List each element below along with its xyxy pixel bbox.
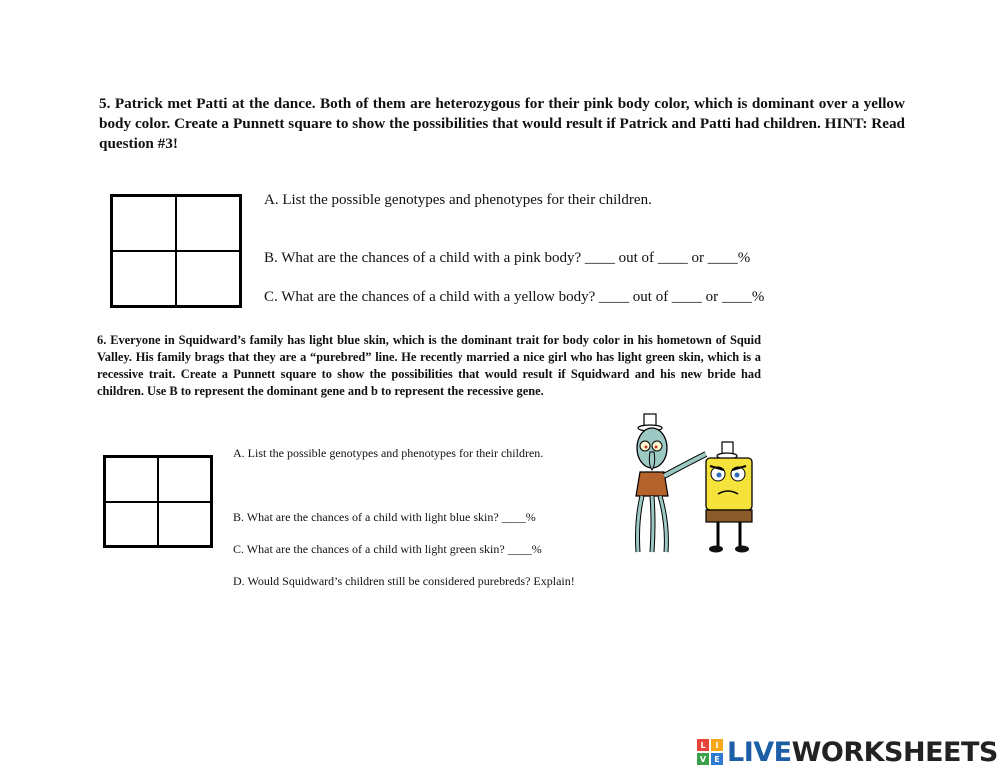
- q6-part-b: B. What are the chances of a child with light blue skin? ____%: [233, 510, 536, 524]
- punnett-cell[interactable]: [158, 458, 210, 502]
- punnett-cell[interactable]: [106, 458, 158, 502]
- logo-wordmark: [727, 737, 998, 768]
- logo-block: E: [711, 753, 723, 765]
- q6-part-d: D. Would Squidward’s children still be considered purebreds? Explain!: [233, 574, 575, 588]
- punnett-cell[interactable]: [106, 502, 158, 546]
- cartoon-illustration: [626, 412, 776, 567]
- liveworksheets-logo[interactable]: [697, 735, 998, 769]
- logo-word-live: LIVE: [727, 736, 792, 768]
- punnett-cell[interactable]: [176, 197, 239, 251]
- logo-blocks-icon: [697, 739, 723, 765]
- logo-block: L: [697, 739, 709, 751]
- logo-block: I: [711, 739, 723, 751]
- q6-part-c: C. What are the chances of a child with light green skin? ____%: [233, 542, 542, 556]
- squidward-figure: [636, 414, 706, 552]
- question-5-text: 5. Patrick met Patti at the dance. Both of them are heterozygous for their pink body color, which is dominant over a yellow body color. Create a Punnett square to show the possibilities that would result if Patrick and Patti had children. HINT: Read question #3!: [99, 95, 905, 152]
- punnett-cell[interactable]: [158, 502, 210, 546]
- punnett-cell[interactable]: [113, 251, 176, 305]
- q5-part-b: B. What are the chances of a child with a pink body? ____ out of ____ or ____%: [264, 250, 751, 266]
- question-6-text: 6. Everyone in Squidward’s family has light blue skin, which is the dominant trait for body color in his hometown of Squid Valley. His family brags that they are a “purebred” line. He recently married a nice girl who has light green skin, which is a recessive trait. Create a Punnett square to show the possibilities that would result if Squidward and his new bride had children. Use B to represent the dominant gene and b to represent the recessive gene.: [97, 333, 761, 398]
- logo-block: V: [697, 753, 709, 765]
- q5-part-c: C. What are the chances of a child with a yellow body? ____ out of ____ or ____%: [264, 289, 765, 305]
- punnett-square-q5[interactable]: [110, 194, 242, 308]
- punnett-cell[interactable]: [113, 197, 176, 251]
- q6-part-a: A. List the possible genotypes and phenotypes for their children.: [233, 446, 544, 460]
- logo-word-worksheets: WORKSHEETS: [791, 736, 998, 768]
- spongebob-figure: [706, 442, 752, 553]
- punnett-cell[interactable]: [176, 251, 239, 305]
- q5-part-a: A. List the possible genotypes and phenotypes for their children.: [264, 192, 652, 208]
- punnett-square-q6[interactable]: [103, 455, 213, 548]
